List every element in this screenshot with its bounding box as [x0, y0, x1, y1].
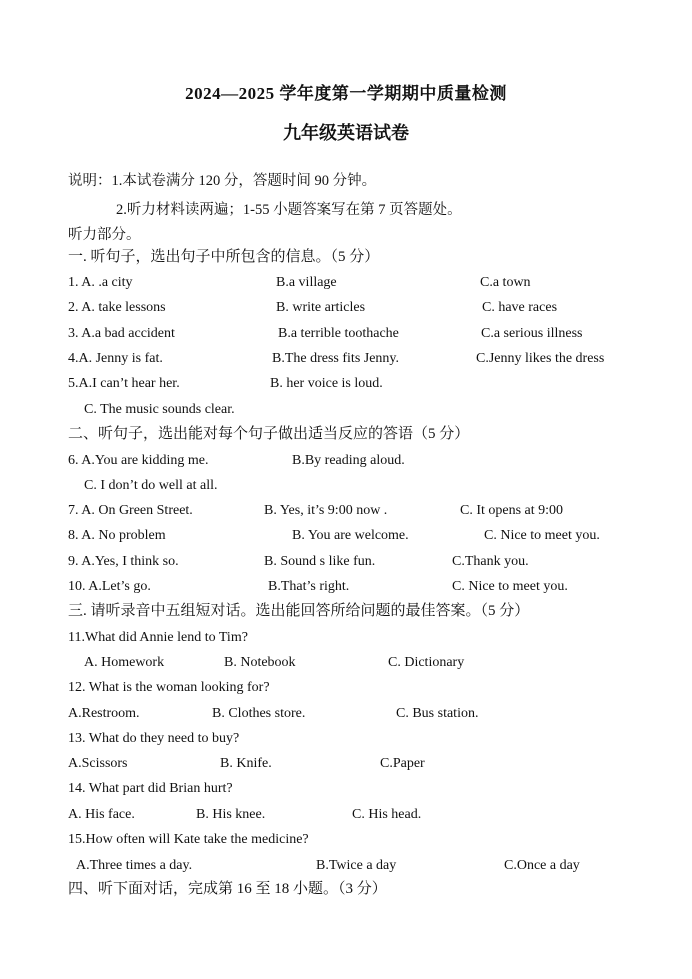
- option-a: 10. A.Let’s go.: [68, 579, 151, 594]
- option-b: B. write articles: [276, 300, 366, 315]
- option-c: C.Once a day: [504, 858, 580, 873]
- option-c: C. Dictionary: [388, 655, 465, 670]
- option-c: C. Nice to meet you.: [484, 528, 600, 543]
- option-c: C. Nice to meet you.: [452, 579, 568, 594]
- option-c: C.Jenny likes the dress: [476, 351, 605, 366]
- note-line-1: 说明：1.本试卷满分 120 分，答题时间 90 分钟。: [68, 173, 377, 189]
- option-a: A. Homework: [84, 655, 165, 670]
- option-b: B.Twice a day: [316, 858, 397, 873]
- option-b: B.a terrible toothache: [278, 326, 399, 341]
- option-b: B.The dress fits Jenny.: [272, 351, 400, 366]
- option-a: 4.A. Jenny is fat.: [68, 351, 163, 366]
- section-3-heading: 三. 请听录音中五组短对话。选出能回答所给问题的最佳答案。（5 分）: [68, 603, 530, 619]
- exam-title: 2024—2025 学年度第一学期期中质量检测: [185, 84, 507, 103]
- option-b: B. Knife.: [220, 756, 272, 771]
- question-stem: 12. What is the woman looking for?: [68, 680, 270, 695]
- option-a: A. His face.: [68, 807, 135, 822]
- option-c: C. Bus station.: [396, 706, 479, 721]
- question-stem: 14. What part did Brian hurt?: [68, 781, 233, 796]
- option-c: C. It opens at 9:00: [460, 503, 564, 518]
- option-a: 7. A. On Green Street.: [68, 503, 193, 518]
- question-stem: 11.What did Annie lend to Tim?: [68, 630, 248, 645]
- option-c: C. I don’t do well at all.: [84, 478, 218, 493]
- option-a: 9. A.Yes, I think so.: [68, 554, 179, 569]
- option-b: B. Clothes store.: [212, 706, 306, 721]
- option-a: 2. A. take lessons: [68, 300, 166, 315]
- question-stem: 15.How often will Kate take the medicine?: [68, 832, 309, 847]
- option-b: B. You are welcome.: [292, 528, 409, 543]
- option-a: 8. A. No problem: [68, 528, 166, 543]
- option-a: 6. A.You are kidding me.: [68, 453, 209, 468]
- option-c: C. have races: [482, 300, 558, 315]
- option-b: B. Notebook: [224, 655, 296, 670]
- option-a: A.Scissors: [68, 756, 128, 771]
- section-4-heading: 四、听下面对话，完成第 16 至 18 小题。（3 分）: [68, 881, 387, 897]
- option-b: B.By reading aloud.: [292, 453, 405, 468]
- section-1-heading: 一. 听句子，选出句子中所包含的信息。（5 分）: [68, 249, 380, 265]
- option-b: B. her voice is loud.: [270, 376, 383, 391]
- option-c: C.Paper: [380, 756, 425, 771]
- option-c: C. His head.: [352, 807, 422, 822]
- option-c: C. The music sounds clear.: [84, 402, 235, 417]
- exam-subtitle: 九年级英语试卷: [283, 123, 409, 143]
- option-b: B. Sound s like fun.: [264, 554, 376, 569]
- option-b: B. Yes, it’s 9:00 now .: [264, 503, 388, 518]
- option-c: C.a town: [480, 275, 531, 290]
- section-2-heading: 二、听句子，选出能对每个句子做出适当反应的答语（5 分）: [68, 426, 470, 442]
- option-b: B. His knee.: [196, 807, 266, 822]
- option-a: 5.A.I can’t hear her.: [68, 376, 180, 391]
- option-c: C.a serious illness: [481, 326, 583, 341]
- note-line-2: 2.听力材料读两遍；1-55 小题答案写在第 7 页答题处。: [116, 202, 462, 218]
- question-stem: 13. What do they need to buy?: [68, 731, 240, 746]
- option-a: A.Restroom.: [68, 706, 140, 721]
- option-b: B.a village: [276, 275, 337, 290]
- option-c: C.Thank you.: [452, 554, 529, 569]
- option-b: B.That’s right.: [268, 579, 350, 594]
- option-a: 3. A.a bad accident: [68, 326, 175, 341]
- option-a: 1. A. .a city: [68, 275, 133, 290]
- option-a: A.Three times a day.: [76, 858, 193, 873]
- listening-part-label: 听力部分。: [68, 227, 141, 243]
